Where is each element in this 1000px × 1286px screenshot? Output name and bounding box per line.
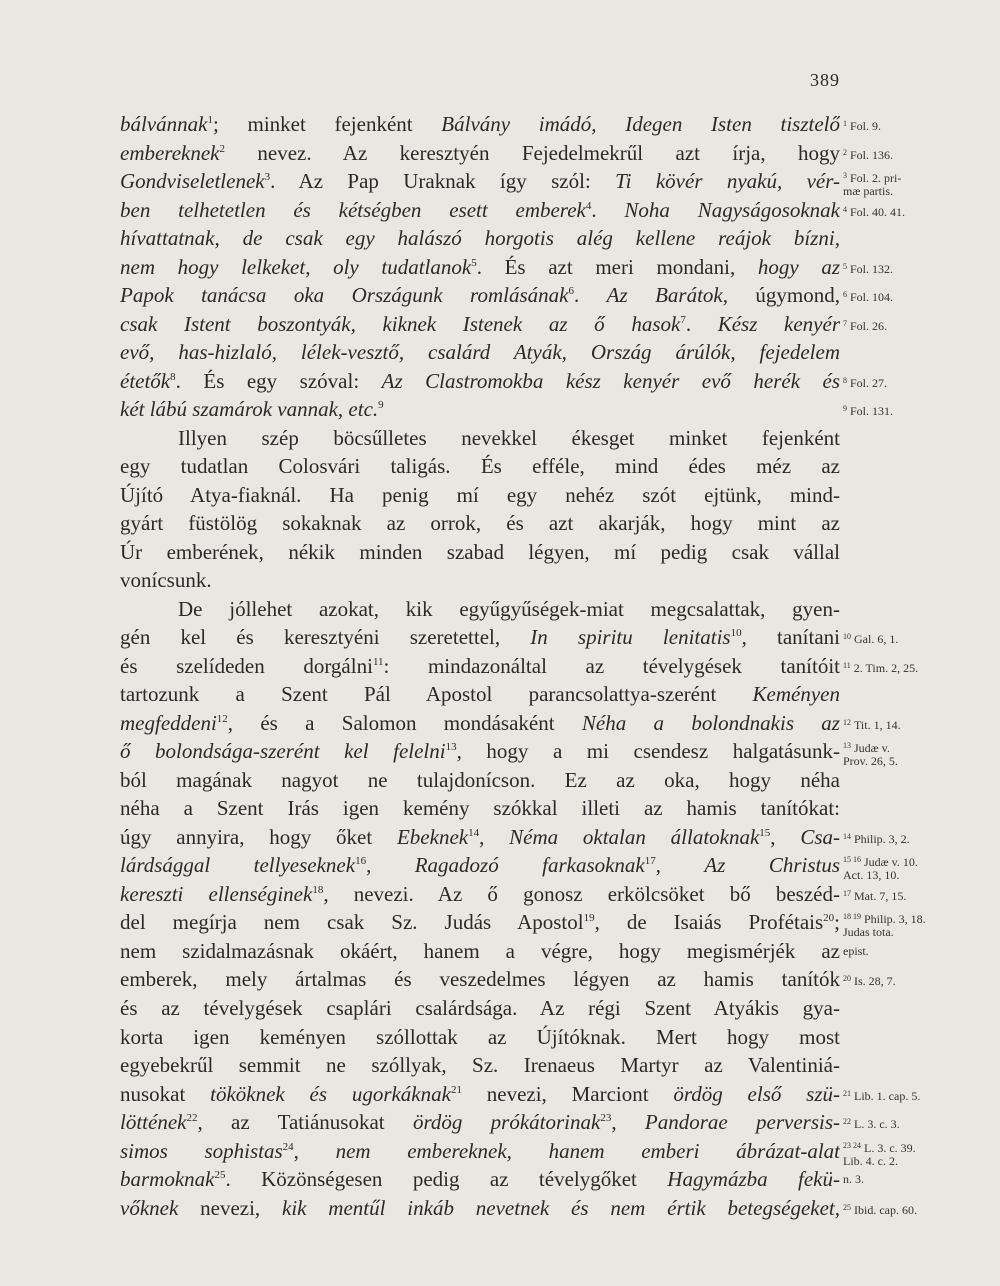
text-line: [120, 908, 840, 937]
margin-note: [843, 709, 993, 738]
text-run: . Közönségesen pedig az tévelygőket: [225, 1167, 668, 1192]
text-line: [120, 851, 840, 880]
margin-note: [843, 281, 993, 310]
margin-note: [843, 1137, 993, 1166]
italic-text: nem hogy lelkeket, oly tudatlanok: [120, 254, 472, 279]
text-line: [120, 652, 840, 681]
margin-notes: [843, 110, 993, 1222]
text-line: [120, 680, 840, 709]
text-run: egy tudatlan Colosvári taligás. És efféle, mind édes méz az: [120, 454, 840, 479]
margin-note: [843, 766, 993, 795]
italic-text: hívattatnak, de csak egy halászó horgotis alég kellene reájok bízni,: [120, 226, 840, 251]
italic-text: Noha Nagyságosoknak: [624, 197, 840, 222]
margin-note-text: Fol. 2. pri-: [850, 171, 902, 186]
italic-text: étetők: [120, 368, 171, 393]
footnote-ref: 6: [568, 285, 574, 298]
margin-note-text: n. 3.: [843, 1172, 864, 1187]
margin-note-number: 13: [843, 741, 851, 751]
text-line: [120, 937, 840, 966]
margin-note-text: Judæ v.: [854, 741, 890, 756]
margin-note: [843, 937, 993, 966]
text-line: [120, 509, 840, 538]
margin-note: [843, 395, 993, 424]
margin-note-text: Judæ v. 10.: [864, 855, 918, 870]
margin-note-text: L. 3. c. 3.: [854, 1117, 900, 1132]
footnote-ref: 8: [170, 370, 176, 383]
margin-note: [843, 823, 993, 852]
footnote-ref: 14: [468, 826, 480, 839]
margin-note: [843, 338, 993, 367]
margin-note: [843, 452, 993, 481]
text-line: [120, 566, 840, 595]
text-run: nem szidalmazásnak okáért, hanem a végre, hogy megismérjék az: [120, 938, 840, 963]
italic-text: Az Clastromokba kész kenyér evő herék és: [381, 368, 840, 393]
italic-text: vőknek: [120, 1195, 179, 1220]
italic-text: csak Istent boszontyák, kiknek Istenek az ő hasok: [120, 311, 681, 336]
footnote-ref: 25: [214, 1169, 226, 1182]
text-line: [120, 994, 840, 1023]
text-run: nevezi,: [178, 1195, 282, 1220]
footnote-ref: 20: [823, 912, 835, 925]
text-run: korta igen keményen szóllottak az Újítóknak. Mert hogy most: [120, 1024, 840, 1049]
italic-text: simos sophistas: [120, 1138, 283, 1163]
margin-note: [843, 737, 993, 769]
text-run: ,: [479, 824, 510, 849]
text-run: és az tévelygések csaplári csalárdsága. Az régi Szent Atyákis gya-: [120, 995, 840, 1020]
text-line: [120, 395, 840, 424]
margin-note-text: epist.: [843, 943, 869, 958]
text-run: ; minket fejenként: [212, 112, 442, 136]
text-run: vonícsunk.: [120, 568, 212, 593]
text-run: gén kel és keresztyéni szeretettel,: [120, 625, 531, 650]
text-run: emberek, mely ártalmas és veszedelmes légyen az hamis tanítók: [120, 967, 840, 992]
italic-text: lárdsággal tellyeseknek: [120, 853, 356, 878]
margin-note: [843, 652, 993, 681]
text-line: [120, 139, 840, 168]
text-run: . És azt meri mondani,: [476, 254, 758, 279]
text-line: [120, 338, 840, 367]
margin-note: [843, 424, 993, 453]
text-run: . Az Pap Uraknak így szól:: [270, 169, 616, 194]
text-line: [120, 1194, 840, 1223]
text-line: [120, 737, 840, 766]
footnote-ref: 11: [372, 655, 384, 668]
margin-note: [843, 566, 993, 595]
italic-text: megfeddeni: [120, 710, 217, 735]
italic-text: nem embereknek, hanem emberi ábrázat-alat: [335, 1138, 840, 1163]
text-line: [120, 766, 840, 795]
italic-text: kereszti ellenséginek: [120, 881, 313, 906]
margin-note-number: 22: [843, 1117, 851, 1127]
italic-text: embereknek: [120, 140, 220, 165]
margin-note-text: Philip. 3, 2.: [854, 831, 910, 846]
italic-text: Az Barátok,: [606, 283, 728, 308]
italic-text: Gondviseletlenek: [120, 169, 265, 194]
margin-note: [843, 1080, 993, 1109]
text-run: , és a Salomon mondásaként: [227, 710, 582, 735]
text-run: Illyen szép böcsűlletes nevekkel ékesget minket fejenként: [178, 425, 840, 450]
margin-note: [843, 1165, 993, 1194]
margin-note-text: L. 3. c. 39.: [864, 1140, 916, 1155]
text-run: .: [685, 311, 718, 336]
text-line: [120, 196, 840, 225]
margin-note-number: 18 19: [843, 912, 861, 922]
text-run: , de Isaiás Profétais: [594, 910, 824, 935]
margin-note: [843, 196, 993, 225]
italic-text: két lábú szamárok vannak, etc.: [120, 397, 379, 422]
text-run: egyebekrűl semmit ne szóllyak, Sz. Irenaeus Martyr az Valentiniá-: [120, 1053, 840, 1078]
italic-text: Kész kenyér: [717, 311, 840, 336]
margin-note: [843, 908, 993, 940]
text-run: tartozunk a Szent Pál Apostol parancsolattya-szerént: [120, 682, 753, 707]
footnote-ref: 5: [471, 256, 477, 269]
margin-note: [843, 481, 993, 510]
margin-note-text: Fol. 26.: [850, 318, 888, 333]
text-run: ,: [655, 853, 705, 878]
text-run: , hogy a mi csendesz halgatásunk-: [456, 739, 840, 764]
text-run: ,: [611, 1110, 645, 1135]
italic-text: Az Christus: [704, 853, 840, 878]
text-run: del megírja nem csak Sz. Judás Apostol: [120, 910, 584, 935]
margin-note: [843, 367, 993, 396]
margin-note-number: 20: [843, 974, 851, 984]
body-text: [120, 110, 840, 1222]
text-line: [120, 1080, 840, 1109]
margin-note-text: 2. Tim. 2, 25.: [853, 660, 919, 675]
margin-note: [843, 139, 993, 168]
margin-note-number: 4: [843, 204, 847, 214]
margin-note-number: 10: [843, 632, 851, 642]
margin-note: [843, 1023, 993, 1052]
footnote-ref: 9: [378, 399, 384, 412]
margin-note-text: Tit. 1, 14.: [854, 717, 901, 732]
margin-note-text: Philip. 3, 18.: [864, 912, 926, 927]
margin-note-text: Fol. 132.: [850, 261, 894, 276]
margin-note: [843, 167, 993, 199]
margin-note-text: Fol. 104.: [850, 290, 894, 305]
margin-note: [843, 1194, 993, 1223]
footnote-ref: 23: [600, 1112, 612, 1125]
italic-text: Ti kövér nyakú, vér-: [615, 169, 840, 194]
text-run: .: [591, 197, 625, 222]
margin-note-number: 5: [843, 261, 847, 271]
italic-text: Keményen: [752, 682, 840, 707]
margin-note: [843, 623, 993, 652]
margin-note-text: Prov. 26, 5.: [843, 754, 898, 769]
footnote-ref: 7: [680, 313, 686, 326]
text-run: .: [573, 283, 607, 308]
italic-text: Csa-: [800, 824, 840, 849]
text-line: [120, 1023, 840, 1052]
margin-note-number: 11: [843, 660, 851, 670]
footnote-ref: 1: [207, 114, 213, 126]
text-line: [120, 110, 840, 139]
italic-text: ördög prókátorinak: [412, 1110, 601, 1135]
text-line: [120, 880, 840, 909]
margin-note-number: 7: [843, 318, 847, 328]
text-run: , nevezi. Az ő gonosz erkölcsöket bő beszéd-: [323, 881, 840, 906]
margin-note-text: Fol. 27.: [850, 375, 888, 390]
text-line: [120, 595, 840, 624]
text-line: [120, 452, 840, 481]
margin-note-number: 12: [843, 717, 851, 727]
footnote-ref: 22: [186, 1112, 198, 1125]
text-run: gyárt füstölög sokaknak az orrok, és azt akarják, hogy mint az: [120, 511, 840, 536]
footnote-ref: 15: [759, 826, 771, 839]
text-run: úgy annyira, hogy őket: [120, 824, 397, 849]
text-run: Úr emberének, nékik minden szabad légyen, mí pedig csak vállal: [120, 539, 840, 564]
text-run: Újító Atya-fiaknál. Ha penig mí egy nehéz szót ejtünk, mind-: [120, 482, 840, 507]
italic-text: ördög első szü-: [673, 1081, 840, 1106]
margin-note: [843, 1108, 993, 1137]
margin-note-text: Fol. 131.: [850, 404, 894, 419]
footnote-ref: 4: [585, 199, 592, 212]
margin-note-text: Act. 13, 10.: [843, 868, 900, 883]
text-line: [120, 167, 840, 196]
margin-note: [843, 880, 993, 909]
italic-text: bálvánnak: [120, 112, 208, 136]
footnote-ref: 21: [450, 1083, 462, 1096]
margin-note-text: mæ partis.: [843, 184, 893, 199]
footnote-ref: 16: [355, 855, 367, 868]
margin-note: [843, 509, 993, 538]
footnote-ref: 13: [445, 741, 457, 754]
margin-note: [843, 538, 993, 567]
margin-note: [843, 110, 993, 139]
italic-text: Ragadozó farkasoknak: [414, 853, 645, 878]
text-run: nusokat: [120, 1081, 211, 1106]
text-run: úgymond,: [727, 283, 840, 308]
margin-note: [843, 595, 993, 624]
text-run: néha a Szent Irás igen kemény szókkal illeti az hamis tanítókat:: [120, 796, 840, 821]
text-line: [120, 1165, 840, 1194]
text-line: [120, 310, 840, 339]
text-line: [120, 965, 840, 994]
margin-note: [843, 680, 993, 709]
margin-note-number: 6: [843, 290, 847, 300]
italic-text: Hagymázba fekü-: [667, 1167, 840, 1192]
margin-note-number: 8: [843, 375, 847, 385]
italic-text: tököknek és ugorkáknak: [210, 1081, 451, 1106]
margin-note-number: 15 16: [843, 855, 861, 865]
margin-note-number: 2: [843, 147, 847, 157]
text-run: nevezi, Marciont: [461, 1081, 674, 1106]
margin-note-number: 21: [843, 1088, 851, 1098]
margin-note-number: 14: [843, 831, 851, 841]
text-run: ;: [834, 910, 840, 935]
text-run: és szelídeden dorgálni: [120, 653, 373, 678]
text-run: ,: [366, 853, 415, 878]
page-number: 389: [810, 70, 840, 90]
text-run: , az Tatiánusokat: [197, 1110, 413, 1135]
footnote-ref: 17: [644, 855, 656, 868]
text-line: [120, 1137, 840, 1166]
text-run: nevez. Az keresztyén Fejedelmekrűl azt írja, hogy: [224, 140, 840, 165]
text-run: De jóllehet azokat, kik egyűgyűségek-miat megcsalattak, gyen-: [178, 596, 840, 621]
margin-note-number: 9: [843, 404, 847, 414]
text-line: [120, 709, 840, 738]
footnote-ref: 19: [583, 912, 595, 925]
italic-text: hogy az: [757, 254, 840, 279]
margin-note-text: Gal. 6, 1.: [854, 632, 899, 647]
text-line: [120, 253, 840, 282]
text-run: , tanítani: [741, 625, 840, 650]
margin-note-text: Judas tota.: [843, 925, 894, 940]
text-line: [120, 538, 840, 567]
italic-text: ő bolondsága-szerént kel felelni: [120, 739, 446, 764]
footnote-ref: 24: [282, 1140, 294, 1153]
margin-note: [843, 794, 993, 823]
italic-text: ben telhetetlen és kétségben esett emberek: [120, 197, 586, 222]
margin-note-number: 23 24: [843, 1140, 861, 1150]
text-run: . És egy szóval:: [175, 368, 382, 393]
italic-text: In spiritu lenitatis: [530, 625, 731, 650]
italic-text: Bálvány imádó, Idegen Isten tisztelő: [441, 112, 840, 136]
italic-text: Papok tanácsa oka Országunk romlásának: [120, 283, 569, 308]
margin-note-text: Fol. 136.: [850, 147, 894, 162]
margin-note-number: 25: [843, 1202, 851, 1212]
text-line: [120, 823, 840, 852]
text-line: [120, 367, 840, 396]
margin-note-number: 3: [843, 171, 847, 181]
margin-note-text: Mat. 7, 15.: [854, 888, 907, 903]
text-run: ,: [770, 824, 801, 849]
italic-text: evő, has-hizlaló, lélek-vesztő, csalárd Atyák, Ország árúlók, fejedelem: [120, 340, 840, 365]
margin-note-text: Fol. 40. 41.: [850, 204, 906, 219]
text-line: [120, 481, 840, 510]
margin-note-text: Is. 28, 7.: [854, 974, 896, 989]
italic-text: barmoknak: [120, 1167, 215, 1192]
margin-note-text: Fol. 9.: [850, 119, 882, 133]
footnote-ref: 18: [312, 883, 324, 896]
margin-note-text: Lib. 1. cap. 5.: [854, 1088, 921, 1103]
margin-note: [843, 253, 993, 282]
text-line: [120, 794, 840, 823]
margin-note: [843, 310, 993, 339]
text-line: [120, 224, 840, 253]
margin-note: [843, 1051, 993, 1080]
italic-text: kik mentűl inkáb nevetnek és nem értik betegségeket,: [282, 1195, 840, 1220]
margin-note: [843, 965, 993, 994]
footnote-ref: 12: [216, 712, 228, 725]
text-line: [120, 1051, 840, 1080]
margin-note: [843, 224, 993, 253]
margin-note-number: 1: [843, 119, 847, 128]
text-line: [120, 623, 840, 652]
text-run: ,: [293, 1138, 336, 1163]
margin-note-text: Ibid. cap. 60.: [854, 1202, 917, 1217]
italic-text: löttének: [120, 1110, 187, 1135]
italic-text: Ebeknek: [396, 824, 469, 849]
italic-text: Pandorae perversis-: [644, 1110, 840, 1135]
text-run: ból magának nagyot ne tulajdonícson. Ez az oka, hogy néha: [120, 767, 840, 792]
text-line: [120, 424, 840, 453]
italic-text: Néha a bolondnakis az: [581, 710, 840, 735]
margin-note-text: Lib. 4. c. 2.: [843, 1153, 898, 1168]
text-run: : mindazonáltal az tévelygések tanítóit: [383, 653, 840, 678]
margin-note: [843, 851, 993, 883]
italic-text: Néma oktalan állatoknak: [509, 824, 760, 849]
footnote-ref: 3: [264, 171, 271, 184]
text-line: [120, 1108, 840, 1137]
margin-note: [843, 994, 993, 1023]
footnote-ref: 2: [219, 142, 225, 155]
margin-note-number: 17: [843, 888, 851, 898]
text-line: [120, 281, 840, 310]
footnote-ref: 10: [730, 627, 742, 640]
